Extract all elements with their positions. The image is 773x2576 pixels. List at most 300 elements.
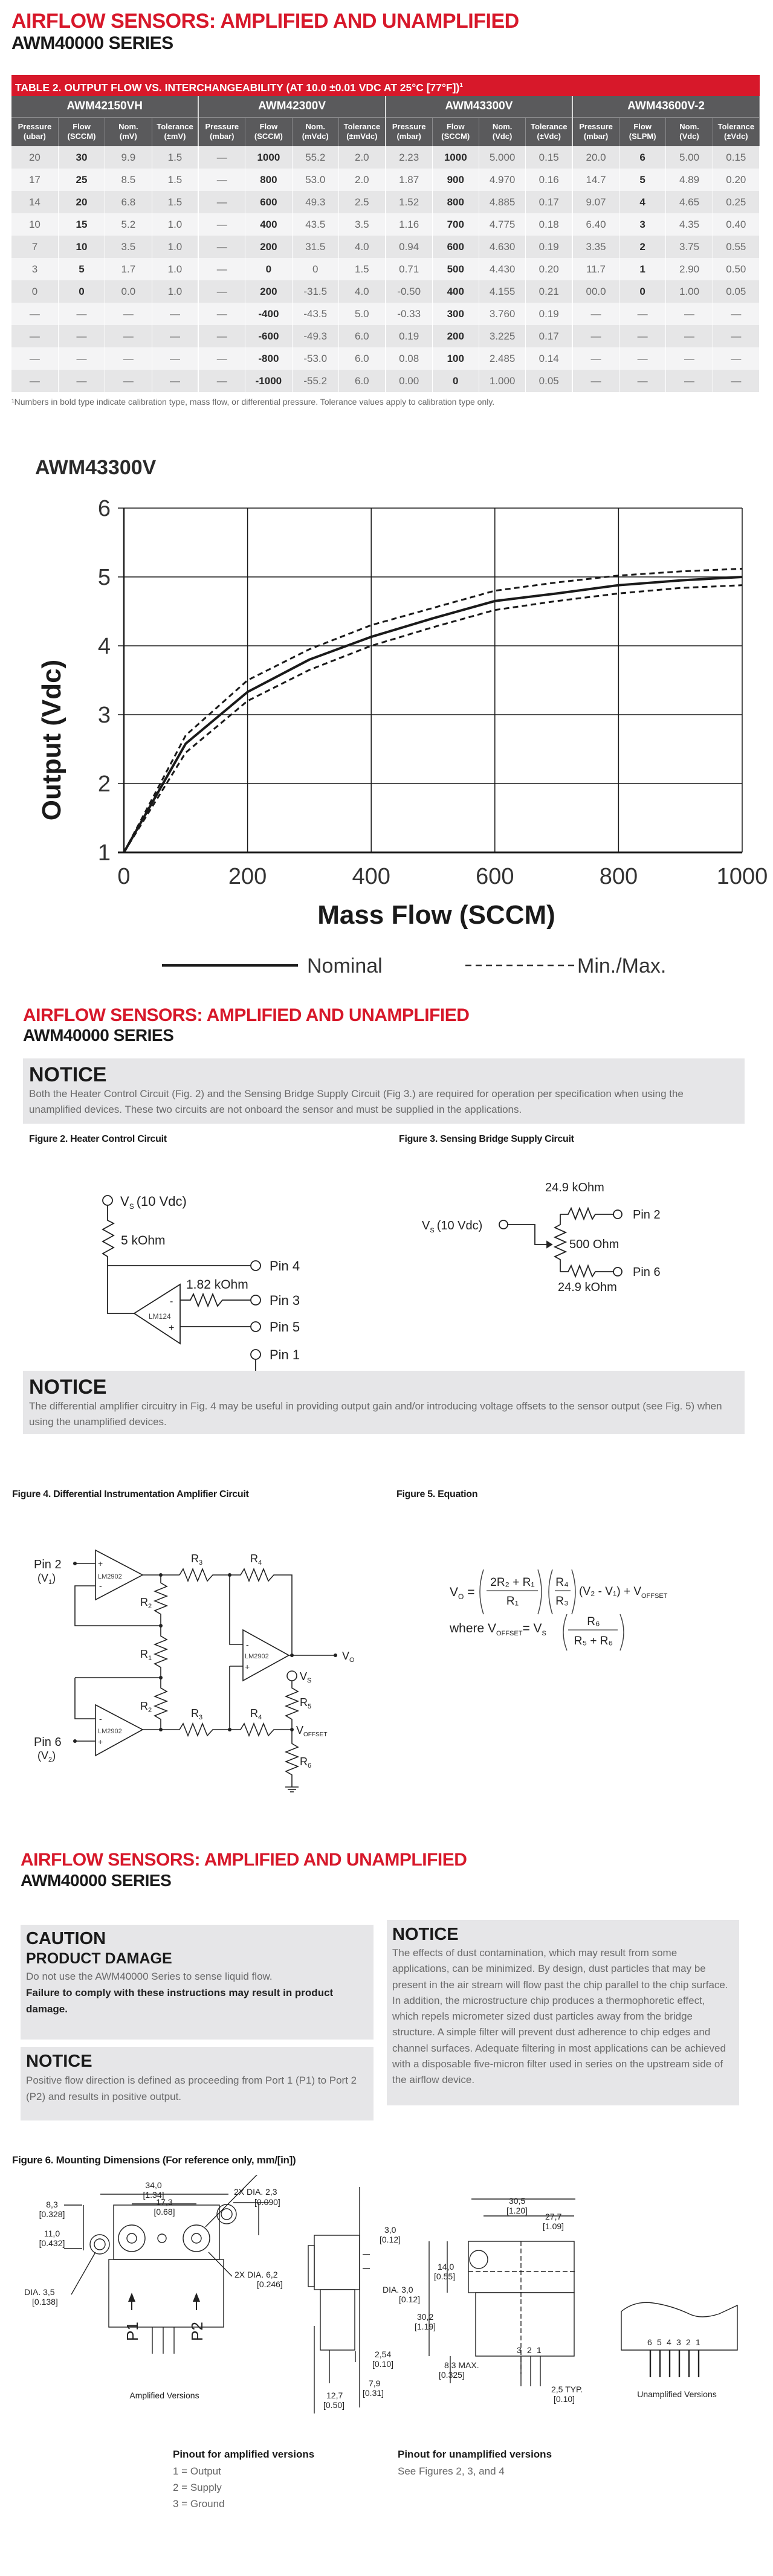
table-cell: 5.0 xyxy=(338,303,385,325)
svg-text:-: - xyxy=(246,1640,249,1649)
dim-17: 17,3 xyxy=(156,2197,173,2207)
vs-label: $V_S$ xyxy=(300,1670,312,1684)
table-cell: -49.3 xyxy=(292,325,338,347)
top-pin-2: 2 xyxy=(527,2345,532,2355)
column-header-line: (±mV) xyxy=(164,132,186,141)
vo-label: $V_O$ xyxy=(342,1650,355,1664)
table-cell: — xyxy=(198,280,245,303)
x-tick-label: 800 xyxy=(599,864,638,889)
table-cell: 1000 xyxy=(432,146,479,169)
table-cell: 0.15 xyxy=(526,146,572,169)
resistor-5k-label: 5 kOhm xyxy=(121,1234,166,1248)
dim-11-in: [0.432] xyxy=(39,2238,65,2248)
column-header-line: Pressure xyxy=(392,122,426,132)
table-cell: 15 xyxy=(58,213,105,236)
table-cell: 0.94 xyxy=(386,236,432,258)
column-header-line: (Vdc) xyxy=(492,132,513,141)
table-cell: 6.40 xyxy=(572,213,619,236)
table-cell: 9.9 xyxy=(105,146,152,169)
unamp-pin-2: 2 xyxy=(686,2337,691,2347)
column-header-line: (±Vdc) xyxy=(537,132,561,141)
table-title-text: TABLE 2. OUTPUT FLOW VS. INTERCHANGEABILITY (AT 10.0 ±0.01 VDC AT 25°C [77°F]) xyxy=(15,81,460,94)
notice-heading: NOTICE xyxy=(26,2052,92,2071)
pinout-amplified xyxy=(173,2449,314,2512)
figure-5-title: Figure 5. Equation xyxy=(396,1489,478,1499)
table-column-header xyxy=(58,117,105,146)
resistor-5k xyxy=(103,1205,114,1266)
opamp-top-label: LM2902 xyxy=(98,1573,122,1580)
table-cell: — xyxy=(572,325,619,347)
table-cell: 0.50 xyxy=(713,258,759,280)
table-cell: -1000 xyxy=(245,370,292,392)
table-cell: — xyxy=(198,258,245,280)
resistor-top xyxy=(560,1208,613,1219)
table-cell: 0.15 xyxy=(713,146,759,169)
top-27-7: 27,7 xyxy=(545,2212,562,2221)
unamp-pin-5: 5 xyxy=(657,2337,662,2347)
table-cell: 200 xyxy=(432,325,479,347)
column-header-line: Flow xyxy=(73,122,91,132)
resistor-r5 xyxy=(286,1681,298,1730)
table-cell: -400 xyxy=(245,303,292,325)
table-cell: 900 xyxy=(432,169,479,191)
caution-heading: CAUTION xyxy=(26,1929,106,1948)
port-p1 xyxy=(118,2225,145,2252)
table-cell: 20 xyxy=(58,191,105,213)
column-header-line: Pressure xyxy=(579,122,613,132)
table-column-header xyxy=(198,117,245,146)
column-header-line: Nom. xyxy=(679,122,699,132)
table-cell: 0.25 xyxy=(713,191,759,213)
pin2-terminal xyxy=(613,1210,622,1219)
table-cell: 1.0 xyxy=(152,258,198,280)
table-cell: — xyxy=(11,303,58,325)
chart-legend xyxy=(162,955,666,973)
table-cell: 00.0 xyxy=(572,280,619,303)
table-cell: -0.50 xyxy=(386,280,432,303)
dim-8-3-in: [0.328] xyxy=(39,2209,65,2219)
top-27-7-in: [1.09] xyxy=(543,2221,564,2231)
notice-heading: NOTICE xyxy=(29,1063,107,1086)
column-header-line: Nom. xyxy=(492,122,513,132)
table-cell: 1.00 xyxy=(666,280,713,303)
table-cell: — xyxy=(152,303,198,325)
pinout-unamplified-title: Pinout for unamplified versions xyxy=(398,2449,552,2460)
series-title-2: AWM40000 SERIES xyxy=(23,1026,174,1045)
table-title-footnote-mark: 1 xyxy=(459,82,463,89)
pin5-terminal xyxy=(251,1322,260,1331)
table-cell: 0 xyxy=(619,280,665,303)
table-cell: — xyxy=(666,303,713,325)
eq1-frac2-num: R₄ xyxy=(555,1576,569,1589)
brand-title-3: AIRFLOW SENSORS: AMPLIFIED AND UNAMPLIFIED xyxy=(21,1850,467,1870)
table-cell: — xyxy=(58,370,105,392)
unamp-pin-4: 4 xyxy=(667,2337,671,2347)
r4-bottom-label: $R_4$ xyxy=(250,1707,262,1721)
notice-box-2 xyxy=(23,1371,745,1434)
table-cell: 0.19 xyxy=(526,303,572,325)
column-header-line: Pressure xyxy=(18,122,52,132)
top-30-5: 30,5 xyxy=(509,2196,526,2206)
top-pin-1: 1 xyxy=(537,2345,542,2355)
table-cell: 3 xyxy=(619,213,665,236)
side-7-9: 7,9 xyxy=(369,2378,381,2388)
table-cell: 1.5 xyxy=(152,169,198,191)
port-dia-in: [0.246] xyxy=(257,2279,283,2289)
table-column-header xyxy=(105,117,152,146)
table-cell: — xyxy=(198,213,245,236)
resistor-r1 xyxy=(155,1626,167,1678)
dim-11: 11,0 xyxy=(44,2229,60,2238)
table-cell: 9.07 xyxy=(572,191,619,213)
table-cell: 0 xyxy=(292,258,338,280)
table-cell: 6 xyxy=(619,146,665,169)
pinout-item: 1 = Output xyxy=(173,2465,221,2477)
resistor-r2-bottom xyxy=(155,1678,167,1730)
r1-label: $R_1$ xyxy=(140,1648,152,1662)
table-cell: 0 xyxy=(58,280,105,303)
eq1-tail: $(V_2 - V_1) + V_{OFFSET}$ xyxy=(579,1585,668,1600)
table-cell: — xyxy=(105,303,152,325)
table-cell: 800 xyxy=(432,191,479,213)
table-cell: 1.0 xyxy=(152,280,198,303)
port-dia: 2X DIA. 6,2 xyxy=(234,2270,278,2279)
column-header-line: (±Vdc) xyxy=(724,132,748,141)
table-cell: 600 xyxy=(432,236,479,258)
column-header-line: Flow xyxy=(446,122,465,132)
hole-2-3-in: [0.090] xyxy=(254,2197,280,2207)
opamp-output-label: LM2902 xyxy=(245,1653,269,1660)
eq1-frac1-den: R₁ xyxy=(506,1595,519,1608)
y-tick-label: 5 xyxy=(97,565,111,590)
resistor-r4-bottom xyxy=(230,1724,292,1736)
table-cell: 3.5 xyxy=(105,236,152,258)
heater-control-circuit xyxy=(0,1148,387,1402)
table-cell: — xyxy=(198,236,245,258)
column-header-line: Flow xyxy=(259,122,278,132)
table-cell: 4.89 xyxy=(666,169,713,191)
table-cell: -600 xyxy=(245,325,292,347)
output-flow-table xyxy=(11,75,760,392)
table-cell: 0.19 xyxy=(526,236,572,258)
chart-grid xyxy=(118,508,742,852)
pin3-label: Pin 3 xyxy=(270,1293,300,1308)
table-cell: 0.17 xyxy=(526,191,572,213)
table-row xyxy=(11,370,760,392)
table-cell: 4.35 xyxy=(666,213,713,236)
top-pitch: 2,5 TYP. xyxy=(551,2384,583,2394)
table-cell: 2.0 xyxy=(338,169,385,191)
legend-minmax-label: Min./Max. xyxy=(577,955,667,973)
column-header-line: (mbar) xyxy=(210,132,234,141)
pinout-unamplified-body: See Figures 2, 3, and 4 xyxy=(398,2465,505,2477)
vs-terminal xyxy=(287,1671,297,1681)
table-cell: 4.155 xyxy=(479,280,525,303)
svg-text:+: + xyxy=(98,1737,103,1747)
column-header-line: (mV) xyxy=(119,132,137,141)
svg-text:-: - xyxy=(99,1714,102,1724)
table-cell: — xyxy=(58,303,105,325)
table-cell: 1000 xyxy=(245,146,292,169)
table-cell: 49.3 xyxy=(292,191,338,213)
y-tick-label: 2 xyxy=(97,771,111,797)
table-cell: 2.5 xyxy=(338,191,385,213)
output-equation xyxy=(387,1547,701,1655)
table-cell: — xyxy=(619,370,665,392)
table-cell: 14 xyxy=(11,191,58,213)
table-cell: 0 xyxy=(11,280,58,303)
table-cell: 1 xyxy=(619,258,665,280)
table-cell: 3.75 xyxy=(666,236,713,258)
top-30-5-in: [1.20] xyxy=(506,2206,528,2215)
column-header-line: Tolerance xyxy=(530,122,568,132)
hole-3-5-in: [0.138] xyxy=(32,2297,58,2307)
caution-subheading: PRODUCT DAMAGE xyxy=(26,1950,172,1967)
table-cell: 43.5 xyxy=(292,213,338,236)
resistor-r3-top xyxy=(180,1569,230,1581)
r4-top-label: $R_4$ xyxy=(250,1553,262,1567)
table-cell: 1.0 xyxy=(152,213,198,236)
table-column-header xyxy=(386,117,432,146)
resistor-1-82k-label: 1.82 kOhm xyxy=(186,1278,248,1292)
table-cell: 0.19 xyxy=(386,325,432,347)
table-cell: — xyxy=(105,325,152,347)
pinout-item: 2 = Supply xyxy=(173,2482,222,2493)
table-cell: — xyxy=(198,191,245,213)
resistor-r6 xyxy=(286,1730,298,1782)
table-row xyxy=(11,169,760,191)
table-column-header xyxy=(666,117,713,146)
dim-8-3: 8,3 xyxy=(46,2200,58,2209)
opamp-minus: - xyxy=(170,1296,173,1307)
table-row xyxy=(11,303,760,325)
wiper-arrow-icon xyxy=(547,1241,552,1248)
table-row xyxy=(11,325,760,347)
mounting-dimensions-drawing xyxy=(0,2175,773,2429)
table-cell: — xyxy=(152,347,198,370)
table-cell: 0.14 xyxy=(526,347,572,370)
unamp-pin-3: 3 xyxy=(676,2337,681,2347)
table-cell: 1.87 xyxy=(386,169,432,191)
chart-ticks xyxy=(98,496,768,889)
column-header-line: (SCCM) xyxy=(254,132,283,141)
table-cell: 0.17 xyxy=(526,325,572,347)
table-cell: — xyxy=(619,303,665,325)
table-cell: 600 xyxy=(245,191,292,213)
table-column-header xyxy=(432,117,479,146)
differential-amplifier-circuit xyxy=(0,1528,387,1782)
series-title: AWM40000 SERIES xyxy=(11,33,173,53)
r2-bottom-label: $R_2$ xyxy=(140,1700,152,1714)
x-tick-label: 0 xyxy=(117,864,131,889)
pin1-terminal xyxy=(251,1350,260,1359)
table-cell: -800 xyxy=(245,347,292,370)
notice-heading: NOTICE xyxy=(392,1925,459,1944)
y-tick-label: 4 xyxy=(97,634,111,659)
table-column-header xyxy=(11,117,58,146)
table-cell: 0.71 xyxy=(386,258,432,280)
figure-3-title: Figure 3. Sensing Bridge Supply Circuit xyxy=(399,1134,574,1144)
table-cell: 5.2 xyxy=(105,213,152,236)
table-cell: 55.2 xyxy=(292,146,338,169)
table-cell: 2.485 xyxy=(479,347,525,370)
table-cell: 4.885 xyxy=(479,191,525,213)
table-cell: 1.7 xyxy=(105,258,152,280)
table-cell: — xyxy=(619,347,665,370)
column-header-line: (SCCM) xyxy=(67,132,96,141)
table-cell: 7 xyxy=(11,236,58,258)
table-cell: 14.7 xyxy=(572,169,619,191)
chart-title: AWM43300V xyxy=(35,456,157,479)
pin6-label: Pin 6 xyxy=(34,1736,62,1749)
resistor-r4-top xyxy=(230,1569,292,1655)
vs-label: $V_S$ (10 Vdc) xyxy=(422,1219,483,1234)
table-cell: 1.5 xyxy=(152,191,198,213)
table-cell: 4.970 xyxy=(479,169,525,191)
column-header-line: (SLPM) xyxy=(629,132,656,141)
brand-title: AIRFLOW SENSORS: AMPLIFIED AND UNAMPLIFIED xyxy=(11,10,519,33)
figure-4-title: Figure 4. Differential Instrumentation Amplifier Circuit xyxy=(12,1489,249,1499)
table-cell: — xyxy=(572,303,619,325)
table-cell: 5 xyxy=(58,258,105,280)
vs-terminal xyxy=(103,1196,112,1205)
table-grid xyxy=(11,96,760,392)
table-cell: 53.0 xyxy=(292,169,338,191)
table-cell: — xyxy=(198,325,245,347)
notice-dust-box xyxy=(387,1920,739,2105)
table-cell: — xyxy=(572,370,619,392)
table-row xyxy=(11,258,760,280)
chart-y-axis-label: Output (Vdc) xyxy=(37,659,66,821)
table-row xyxy=(11,146,760,169)
pin2-label: Pin 2 xyxy=(633,1208,661,1222)
side-7-9-in: [0.31] xyxy=(363,2388,384,2398)
table-column-header xyxy=(292,117,338,146)
table-cell: 0.0 xyxy=(105,280,152,303)
table-cell: 11.7 xyxy=(572,258,619,280)
table-cell: 4.775 xyxy=(479,213,525,236)
chart-x-axis-label: Mass Flow (SCCM) xyxy=(317,900,555,930)
table-cell: 4.630 xyxy=(479,236,525,258)
r3-bottom-label: $R_3$ xyxy=(191,1707,203,1721)
resistor-top-label: 24.9 kOhm xyxy=(545,1181,604,1194)
legend-nominal-label: Nominal xyxy=(307,955,383,973)
side-3-0-in: [0.12] xyxy=(380,2235,401,2244)
opamp-label: LM124 xyxy=(149,1312,171,1321)
table-cell: 0.20 xyxy=(713,169,759,191)
table-cell: 3.35 xyxy=(572,236,619,258)
eq1-frac2-den: R₃ xyxy=(555,1595,569,1608)
output-vs-flow-chart xyxy=(0,471,773,973)
side-3-0: 3,0 xyxy=(384,2225,396,2235)
table-cell: 0.55 xyxy=(713,236,759,258)
hole-3-5: DIA. 3,5 xyxy=(24,2287,55,2297)
top-14-0-in: [0.55] xyxy=(434,2272,456,2281)
r3-top-label: $R_3$ xyxy=(191,1553,203,1567)
flow-arrow-p1 xyxy=(128,2293,135,2302)
table-title xyxy=(11,75,760,96)
column-header-line: (ubar) xyxy=(24,132,46,141)
table-cell: 4.430 xyxy=(479,258,525,280)
caution-warning: Failure to comply with these instructions may result in product damage. xyxy=(26,1987,334,2015)
table-cell: 5.000 xyxy=(479,146,525,169)
opamp-bottom-label: LM2902 xyxy=(98,1728,122,1735)
table-cell: — xyxy=(666,347,713,370)
top-30-2-in: [1.19] xyxy=(415,2322,436,2331)
table-group-header: AWM42150VH xyxy=(11,96,198,117)
pin4-terminal xyxy=(251,1261,260,1270)
table-cell: 2.23 xyxy=(386,146,432,169)
amplified-caption: Amplified Versions xyxy=(129,2391,199,2400)
table-column-header xyxy=(619,117,665,146)
pin4-label: Pin 4 xyxy=(270,1258,300,1274)
svg-text:-: - xyxy=(99,1581,102,1591)
table-cell: — xyxy=(198,146,245,169)
r2-top-label: $R_2$ xyxy=(140,1596,152,1610)
brand-title-2: AIRFLOW SENSORS: AMPLIFIED AND UNAMPLIFIED xyxy=(23,1005,470,1025)
table-row xyxy=(11,280,760,303)
series-line-max xyxy=(124,568,742,852)
table-cell: 200 xyxy=(245,236,292,258)
top-30-2: 30,2 xyxy=(417,2312,434,2322)
table-cell: — xyxy=(105,347,152,370)
vs-terminal xyxy=(499,1220,508,1229)
top-pin-3: 3 xyxy=(517,2345,522,2355)
sensing-bridge-supply-circuit xyxy=(387,1148,773,1305)
resistor-r3-bottom xyxy=(180,1724,230,1736)
port-p2-label: P2 xyxy=(188,2322,206,2341)
table-cell: — xyxy=(572,347,619,370)
pin3-terminal xyxy=(251,1295,260,1305)
resistor-1-82k xyxy=(180,1294,251,1306)
port-p1-label: P1 xyxy=(123,2322,141,2341)
top-8-3-max-in: [0.325] xyxy=(439,2370,465,2380)
x-tick-label: 200 xyxy=(228,864,267,889)
table-cell: 2.90 xyxy=(666,258,713,280)
table-cell: -0.33 xyxy=(386,303,432,325)
table-cell: — xyxy=(666,370,713,392)
column-header-line: (mbar) xyxy=(396,132,421,141)
pinout-amplified-title: Pinout for amplified versions xyxy=(173,2449,315,2460)
table-column-header xyxy=(526,117,572,146)
table-cell: 30 xyxy=(58,146,105,169)
table-cell: — xyxy=(11,370,58,392)
table-cell: — xyxy=(58,347,105,370)
chart-series xyxy=(124,568,742,852)
table-cell: 3 xyxy=(11,258,58,280)
table-cell: 4.65 xyxy=(666,191,713,213)
figure-2-title: Figure 2. Heater Control Circuit xyxy=(29,1134,167,1144)
caution-body: Do not use the AWM40000 Series to sense liquid flow. xyxy=(26,1971,273,1982)
svg-text:+: + xyxy=(245,1662,250,1672)
table-row xyxy=(11,347,760,370)
dim-34-in: [1.34] xyxy=(143,2190,164,2200)
table-cell: — xyxy=(152,325,198,347)
side-2-54-in: [0.10] xyxy=(372,2359,394,2369)
eq1-lhs: $V_O$ = xyxy=(450,1585,475,1601)
x-tick-label: 400 xyxy=(352,864,390,889)
table-cell: 2.0 xyxy=(338,146,385,169)
notice-body: Positive flow direction is defined as proceeding from Port 1 (P1) to Port 2 (P2) and results in positive output. xyxy=(26,2075,357,2102)
table-cell: -55.2 xyxy=(292,370,338,392)
table-cell: 100 xyxy=(432,347,479,370)
table-cell: 400 xyxy=(245,213,292,236)
table-cell: 25 xyxy=(58,169,105,191)
table-cell: 10 xyxy=(58,236,105,258)
table-cell: 500 xyxy=(432,258,479,280)
potentiometer-label: 500 Ohm xyxy=(569,1238,619,1251)
table-cell: — xyxy=(666,325,713,347)
